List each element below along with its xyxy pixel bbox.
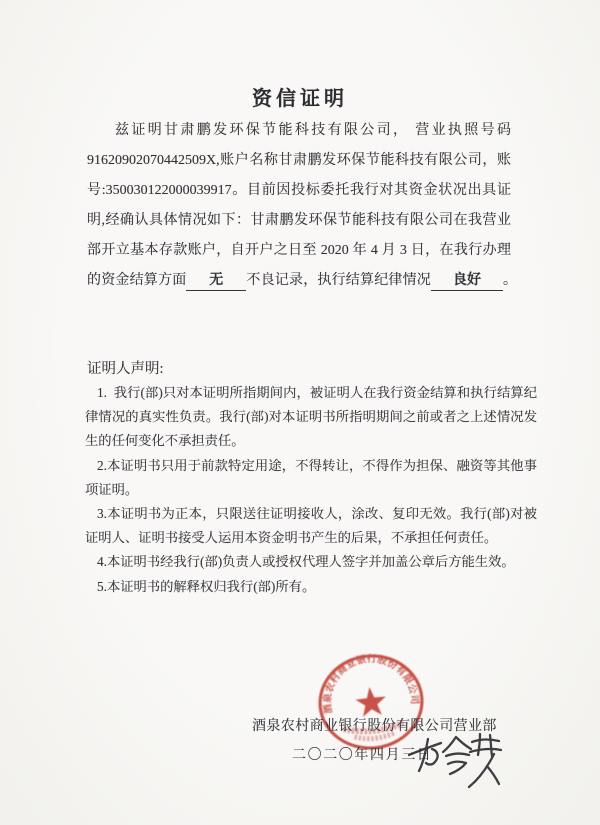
filled-blank-no-bad-record: 无 (186, 272, 246, 291)
declaration-item: 5.本证明书的解释权归我行(部)所有。 (96, 578, 316, 594)
body-lines (87, 116, 511, 266)
last-line-suffix: 。 (503, 273, 518, 288)
issue-date: 二〇二〇年四月三日 (292, 748, 433, 763)
declaration-heading: 证明人声明: (87, 361, 164, 377)
last-line-middle: 不良记录，执行结算纪律情况 (246, 273, 432, 288)
declaration-list (85, 381, 537, 599)
handwritten-signature (408, 731, 503, 799)
document-title: 资信证明 (252, 88, 348, 110)
declaration-item: 4.本证明书经我行(部)负责人或授权代理人签字并加盖公章后方能生效。 (96, 554, 515, 570)
body-line: 91620902070442509X,账户名称甘肃鹏发环保节能科技有限公司，账 (87, 153, 511, 168)
seal-curved-text: 酒泉农村商业银行股份有限公司 (322, 653, 420, 715)
body-line: 号:350030122000039917。目前因投标委托我行对其资金状况出具证 (87, 183, 511, 198)
body-line-last (87, 266, 518, 296)
last-line-prefix: 的资金结算方面 (87, 273, 187, 288)
declaration-item: 2.本证明书只用于前款特定用途，不得转让，不得作为担保、融资等其他事项证明。 (85, 457, 537, 497)
body-paragraph (87, 116, 518, 296)
body-line: 明,经确认具体情况如下：甘肃鹏发环保节能科技有限公司在我营业 (87, 213, 511, 228)
declaration-item: 3.本证明书为正本，只限送往证明接收人，涂改、复印无效。我行(部)对被证明人、证明书接受人运用本资金明书产生的后果，不承担任何责任。 (85, 506, 537, 546)
body-line: 部开立基本存款账户，自开户之日至 2020 年 4 月 3 日，在我行办理 (87, 243, 511, 258)
issuer-bank-name: 酒泉农村商业银行股份有限公司营业部 (252, 719, 497, 734)
declaration-item: 1. 我行(部)只对本证明所指期间内，被证明人在我行资金结算和执行结算纪律情况的真实性负责。我行(部)对本证明书所指明期间之前或者之上述情况发生的任何变化不承担责任。 (85, 385, 537, 449)
body-line: 兹证明甘肃鹏发环保节能科技有限公司， 营业执照号码 (115, 123, 511, 138)
filled-blank-discipline: 良好 (431, 272, 503, 291)
star-icon (354, 685, 387, 717)
